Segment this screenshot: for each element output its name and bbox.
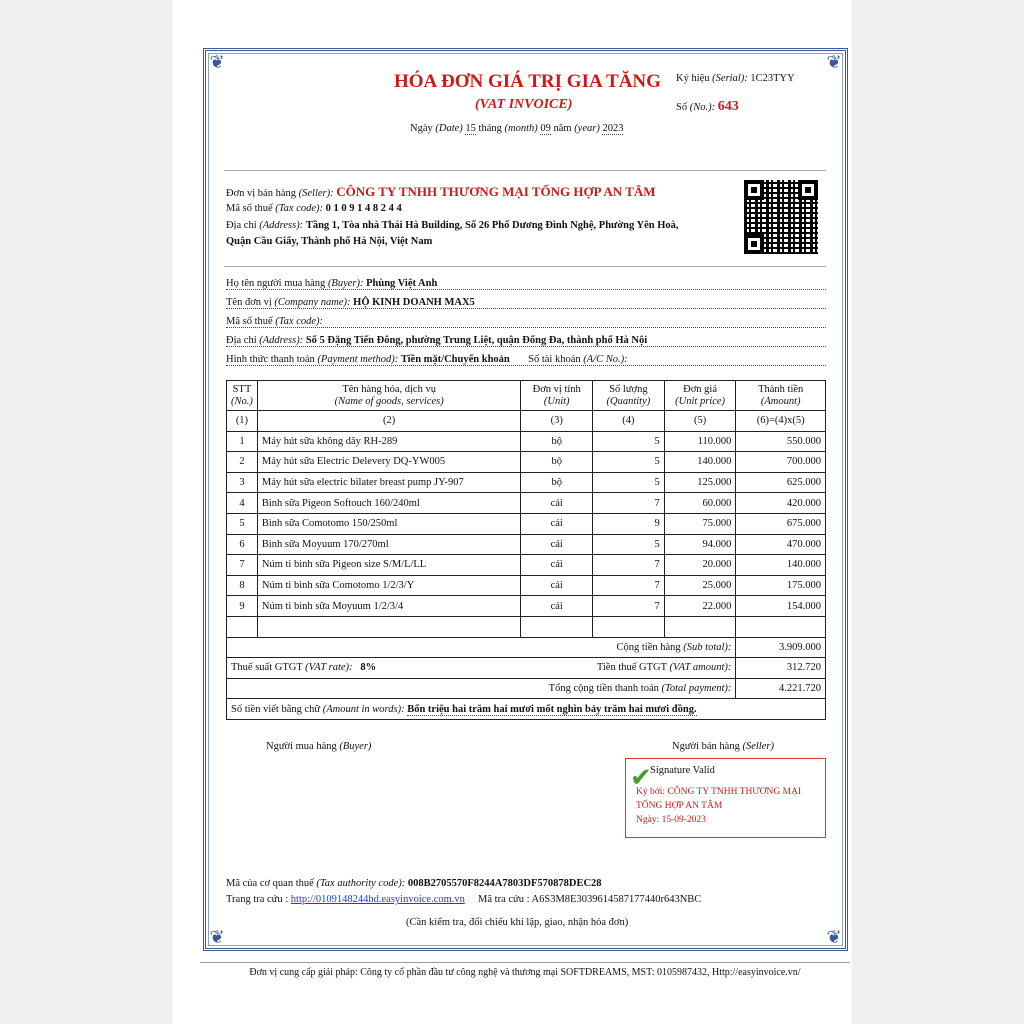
seller-address-2: Quận Cầu Giấy, Thành phố Hà Nội, Việt Nam: [226, 236, 433, 247]
table-cell: Máy hút sữa không dây RH-289: [257, 431, 521, 452]
table-cell: 9: [227, 596, 258, 617]
subtotal-label: [227, 637, 736, 658]
sign-date: Ngày: 15-09-2023: [636, 815, 706, 825]
seller-addr-label-en: (Address):: [259, 220, 304, 231]
header-label: Số lượng: [609, 383, 648, 395]
table-cell: 5: [593, 534, 665, 555]
year-label: năm: [553, 123, 572, 134]
checkmark-icon: ✔: [630, 763, 652, 792]
month: 09: [540, 123, 551, 134]
header-label: STT: [232, 383, 252, 395]
account-label-en: (A/C No.):: [583, 354, 628, 365]
buyer-company-row: [226, 297, 826, 309]
table-cell: 625.000: [736, 472, 826, 493]
table-row: [227, 452, 826, 473]
table-cell: [664, 616, 736, 637]
seller-address: Tầng 1, Tòa nhà Thái Hà Building, Số 26 Phố Dương Đình Nghệ, Phường Yên Hoà,: [305, 220, 679, 231]
corner-ornament-icon: ❦: [826, 52, 842, 72]
table-cell: [521, 616, 593, 637]
no-label-en: (No.):: [689, 102, 716, 113]
buyer-name: Phùng Việt Anh: [366, 278, 438, 289]
company-label-en: (Company name):: [274, 297, 351, 308]
seller-name-row: [226, 184, 656, 200]
table-cell: 125.000: [664, 472, 736, 493]
vat-cell: [227, 658, 736, 679]
payment-label-en: (Payment method):: [317, 354, 399, 365]
subtotal-label-en: (Sub total):: [683, 641, 732, 653]
vat-amount-label: Tiền thuế GTGT: [596, 662, 667, 674]
buyer-label-en: (Buyer):: [327, 278, 364, 289]
table-cell: 6: [227, 534, 258, 555]
table-cell: 94.000: [664, 534, 736, 555]
month-en: (month): [504, 123, 538, 134]
table-cell: 2: [227, 452, 258, 473]
table-cell: 7: [593, 555, 665, 576]
month-label: tháng: [478, 123, 502, 134]
buyer-name-row: [226, 278, 826, 290]
table-row: [227, 575, 826, 596]
digital-signature-box[interactable]: [625, 758, 826, 838]
table-cell: Núm ti bình sữa Pigeon size S/M/L/LL: [257, 555, 521, 576]
vat-amount: 312.720: [736, 658, 826, 679]
table-cell: 7: [227, 555, 258, 576]
table-cell: cái: [521, 596, 593, 617]
divider: [224, 266, 826, 267]
total-label-en: (Total payment):: [661, 683, 732, 695]
table-cell: cái: [521, 555, 593, 576]
lookup-label: Trang tra cứu :: [226, 894, 289, 905]
subtotal-row: [227, 637, 826, 658]
table-row: [227, 513, 826, 534]
empty-row: [227, 616, 826, 637]
table-cell: Núm ti bình sữa Comotomo 1/2/3/Y: [257, 575, 521, 596]
index-cell: (1): [227, 411, 258, 432]
serial-label-en: (Serial):: [712, 73, 748, 84]
column-header: [227, 381, 258, 411]
table-cell: 20.000: [664, 555, 736, 576]
subtotal-value: 3.909.000: [736, 637, 826, 658]
signature-valid: Signature Valid: [650, 765, 715, 776]
index-cell: (4): [593, 411, 665, 432]
table-cell: Bình sữa Moyuum 170/270ml: [257, 534, 521, 555]
items-table: [226, 380, 826, 720]
index-cell: (3): [521, 411, 593, 432]
table-cell: 3: [227, 472, 258, 493]
provider-footer: Đơn vị cung cấp giải pháp: Công ty cổ phần đầu tư công nghệ và thương mại SOFTDREAMS, MST: 0105987432, Http://easyinvoice.vn/: [200, 962, 850, 982]
header-label-en: (Quantity): [606, 395, 651, 407]
buyer-signature-label: [266, 741, 371, 752]
header-label: Đơn vị tính: [532, 383, 581, 395]
header-label-en: (Unit price): [675, 395, 726, 407]
buyer-label: Họ tên người mua hàng: [226, 278, 326, 289]
table-cell: Máy hút sữa electric bilater breast pump JY-907: [257, 472, 521, 493]
buyer-address: Số 5 Đặng Tiến Đông, phường Trung Liệt, quận Đống Đa, thành phố Hà Nội: [305, 335, 648, 346]
table-cell: 470.000: [736, 534, 826, 555]
lookup-link[interactable]: http://0109148244hd.easyinvoice.com.vn: [290, 894, 465, 905]
index-cell: (5): [664, 411, 736, 432]
table-cell: cái: [521, 493, 593, 514]
account-label: Số tài khoản: [528, 354, 581, 365]
table-cell: 110.000: [664, 431, 736, 452]
subtotal-label-vi: Cộng tiền hàng: [616, 641, 681, 653]
qr-code: [744, 180, 818, 254]
seller-addr-label: Địa chỉ: [226, 220, 257, 231]
table-cell: bộ: [521, 431, 593, 452]
invoice-title: HÓA ĐƠN GIÁ TRỊ GIA TĂNG: [394, 71, 661, 92]
table-cell: cái: [521, 513, 593, 534]
total-label: [227, 678, 736, 699]
table-cell: 154.000: [736, 596, 826, 617]
column-header: [257, 381, 521, 411]
table-cell: 140.000: [736, 555, 826, 576]
vat-rate-label: Thuế suất GTGT: [231, 662, 303, 674]
buyer-company: HỘ KINH DOANH MAX5: [353, 297, 475, 308]
column-header: [664, 381, 736, 411]
table-cell: 675.000: [736, 513, 826, 534]
amount-in-words: Bốn triệu hai trăm hai mươi mốt nghìn bảy trăm hai mươi đồng.: [407, 703, 697, 715]
table-cell: cái: [521, 575, 593, 596]
header-label-en: (No.): [231, 395, 253, 407]
seller-signature-label: [672, 741, 774, 752]
table-row: [227, 472, 826, 493]
year-en: (year): [574, 123, 600, 134]
table-cell: 420.000: [736, 493, 826, 514]
amount-words-cell: [227, 699, 826, 720]
payment-row: [226, 354, 826, 366]
seller-label: Đơn vị bán hàng: [226, 188, 296, 199]
seller-sign-label: Người bán hàng: [672, 741, 740, 752]
table-row: [227, 555, 826, 576]
day-label: Ngày: [410, 123, 433, 134]
buyer-addr-label-en: (Address):: [259, 335, 304, 346]
corner-ornament-icon: ❦: [209, 52, 225, 72]
buyer-tax-label-en: (Tax code):: [275, 316, 324, 327]
header-label: Tên hàng hóa, dịch vụ: [342, 383, 436, 395]
invoice-date: [410, 123, 623, 134]
buyer-tax-label: Mã số thuế: [226, 316, 273, 327]
table-cell: 4: [227, 493, 258, 514]
vat-amount-label-en: (VAT amount):: [669, 662, 732, 674]
table-cell: 7: [593, 493, 665, 514]
table-row: [227, 596, 826, 617]
header-label-en: (Unit): [543, 395, 570, 407]
authority-code-row: [226, 878, 602, 889]
lookup-code-label: Mã tra cứu :: [478, 894, 530, 905]
header-label: Đơn giá: [683, 383, 718, 395]
table-cell: [257, 616, 521, 637]
seller-address-row: [226, 220, 679, 231]
table-cell: 8: [227, 575, 258, 596]
vat-row: [227, 658, 826, 679]
index-cell: (2): [257, 411, 521, 432]
authority-label-en: (Tax authority code):: [316, 878, 406, 889]
buyer-address-row: [226, 335, 826, 347]
day-en: (Date): [435, 123, 463, 134]
table-cell: 5: [227, 513, 258, 534]
seller-tax-label-en: (Tax code):: [275, 203, 324, 214]
seller-label-en: (Seller):: [298, 188, 334, 199]
table-cell: 1: [227, 431, 258, 452]
payment-method: Tiền mặt/Chuyển khoản: [400, 354, 510, 365]
table-cell: 550.000: [736, 431, 826, 452]
signed-by: Ký bởi: CÔNG TY TNHH THƯƠNG MẠI: [636, 787, 802, 797]
table-cell: bộ: [521, 452, 593, 473]
corner-ornament-icon: ❦: [826, 927, 842, 947]
seller-address-line2: [226, 236, 432, 247]
seller-sign-label-en: (Seller): [742, 741, 774, 752]
day: 15: [465, 123, 476, 134]
table-row: [227, 493, 826, 514]
total-value: 4.221.720: [736, 678, 826, 699]
amount-words-row: [227, 699, 826, 720]
table-cell: Máy hút sữa Electric Delevery DQ-YW005: [257, 452, 521, 473]
table-cell: Bình sữa Pigeon Softouch 160/240ml: [257, 493, 521, 514]
serial-label: Ký hiệu: [676, 73, 710, 84]
lookup-row: [226, 894, 701, 905]
seller-name: CÔNG TY TNHH THƯƠNG MẠI TỔNG HỢP AN TÂM: [336, 184, 656, 199]
seller-tax-label: Mã số thuế: [226, 203, 273, 214]
vat-rate-label-en: (VAT rate):: [305, 662, 353, 674]
table-cell: 175.000: [736, 575, 826, 596]
invoice-subtitle: (VAT INVOICE): [475, 97, 573, 112]
index-row: [227, 411, 826, 432]
column-header: [521, 381, 593, 411]
serial: [676, 73, 795, 84]
table-cell: 60.000: [664, 493, 736, 514]
authority-label: Mã của cơ quan thuế: [226, 878, 314, 889]
table-cell: 7: [593, 575, 665, 596]
authority-code: 008B2705570F8244A7803DF570878DEC28: [407, 878, 602, 889]
table-row: [227, 534, 826, 555]
table-cell: [593, 616, 665, 637]
signed-by-2: TỔNG HỢP AN TÂM: [636, 801, 723, 811]
buyer-tax-row: [226, 316, 826, 328]
header-label: Thành tiền: [758, 383, 804, 395]
buyer-sign-label: Người mua hàng: [266, 741, 337, 752]
table-cell: 25.000: [664, 575, 736, 596]
table-cell: 700.000: [736, 452, 826, 473]
header-label-en: (Name of goods, services): [334, 395, 444, 407]
words-label: Số tiền viết bằng chữ: [231, 703, 321, 715]
table-cell: 9: [593, 513, 665, 534]
payment-label: Hình thức thanh toán: [226, 354, 315, 365]
table-cell: 140.000: [664, 452, 736, 473]
table-cell: 5: [593, 472, 665, 493]
year: 2023: [602, 123, 624, 134]
no-value: 643: [717, 99, 739, 114]
buyer-addr-label: Địa chỉ: [226, 335, 257, 346]
table-cell: bộ: [521, 472, 593, 493]
table-cell: Bình sữa Comotomo 150/250ml: [257, 513, 521, 534]
table-cell: 75.000: [664, 513, 736, 534]
no-label: Số: [676, 102, 688, 113]
column-header: [736, 381, 826, 411]
check-note: (Cần kiểm tra, đối chiếu khi lập, giao, nhận hóa đơn): [406, 917, 629, 928]
total-label-vi: Tổng cộng tiền thanh toán: [548, 683, 659, 695]
company-label: Tên đơn vị: [226, 297, 272, 308]
index-cell: (6)=(4)x(5): [736, 411, 826, 432]
column-header: [593, 381, 665, 411]
table-header-row: [227, 381, 826, 411]
words-label-en: (Amount in words):: [322, 703, 405, 715]
seller-tax-row: [226, 203, 402, 214]
header-label-en: (Amount): [760, 395, 801, 407]
table-cell: cái: [521, 534, 593, 555]
table-cell: Núm ti bình sữa Moyuum 1/2/3/4: [257, 596, 521, 617]
divider: [224, 170, 826, 171]
serial-value: 1C23TYY: [750, 73, 795, 84]
table-cell: 5: [593, 452, 665, 473]
seller-tax-code: 0 1 0 9 1 4 8 2 4 4: [325, 203, 402, 214]
vat-rate: 8%: [360, 662, 377, 674]
table-cell: 5: [593, 431, 665, 452]
invoice-number: [676, 99, 739, 115]
total-row: [227, 678, 826, 699]
table-row: [227, 431, 826, 452]
corner-ornament-icon: ❦: [209, 927, 225, 947]
buyer-sign-label-en: (Buyer): [339, 741, 372, 752]
lookup-code: A6S3M8E3039614587177440r643NBC: [531, 894, 702, 905]
table-cell: [736, 616, 826, 637]
table-cell: 7: [593, 596, 665, 617]
table-cell: [227, 616, 258, 637]
table-cell: 22.000: [664, 596, 736, 617]
